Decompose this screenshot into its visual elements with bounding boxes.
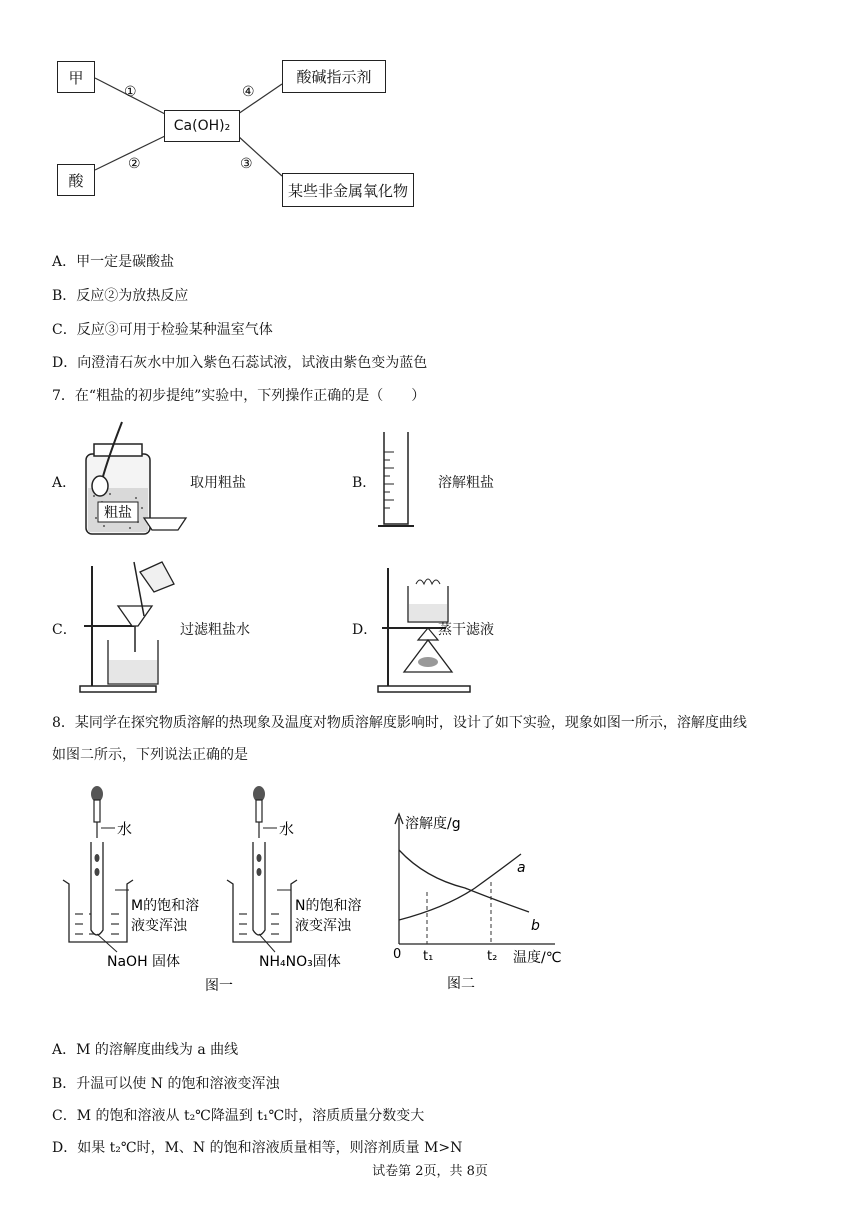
figure-two-solubility-chart: [385, 808, 585, 994]
curve-a-label: a: [517, 860, 526, 876]
q6-option-d: D．向澄清石灰水中加入紫色石蕊试液，试液由紫色变为蓝色: [52, 355, 428, 371]
t2-label: t₂: [487, 949, 498, 964]
salt-jar-icon: [78, 418, 190, 542]
m-label-1: M的饱和溶: [131, 898, 200, 914]
n-label-2: 液变浑浊: [295, 918, 351, 934]
curve-b-label: b: [531, 918, 540, 934]
solid-label-1: NaOH 固体: [107, 954, 181, 970]
solid-label-2: NH₄NO₃固体: [259, 954, 341, 970]
q6-option-b: B．反应②为放热反应: [52, 288, 189, 304]
q7-a-caption: 取用粗盐: [190, 475, 246, 491]
jar-label: 粗盐: [104, 505, 132, 521]
label-4: ④: [242, 84, 255, 100]
curve-b: [399, 850, 529, 912]
q6-option-c: C．反应③可用于检验某种温室气体: [52, 322, 273, 338]
q7-d-letter: D．: [352, 622, 378, 638]
m-label-2: 液变浑浊: [131, 918, 187, 934]
y-axis-label: 溶解度/g: [405, 816, 461, 832]
q6-option-a: A．甲一定是碳酸盐: [52, 254, 175, 270]
graduated-cylinder-icon: [372, 428, 420, 532]
box-caoh2-text: Ca(OH)₂: [173, 118, 231, 134]
q7-b-letter: B．: [352, 475, 377, 491]
q8-stem-line-1: 8．某同学在探究物质溶解的热现象及温度对物质溶解度影响时，设计了如下实验，现象如图一所示，溶解度曲线: [52, 715, 747, 731]
water-label-2: 水: [279, 820, 295, 838]
label-3: ③: [240, 156, 253, 172]
q7-a-letter: A．: [52, 475, 77, 491]
q8-option-c: C．M 的饱和溶液从 t₂℃降温到 t₁℃时，溶质质量分数变大: [52, 1108, 425, 1124]
x-axis-label: 温度/℃: [513, 950, 562, 966]
box-indicator: [282, 60, 386, 93]
q8-option-a: A．M 的溶解度曲线为 a 曲线: [52, 1042, 239, 1058]
beaker-setup-n: [227, 786, 361, 970]
q7-c-caption: 过滤粗盐水: [180, 622, 250, 638]
box-jia: [57, 61, 95, 93]
water-label-1: 水: [117, 820, 133, 838]
label-1: ①: [124, 84, 137, 100]
figure-one-caption: 图一: [205, 978, 233, 994]
q8-stem-line-2: 如图二所示，下列说法正确的是: [52, 747, 248, 763]
q8-option-d: D．如果 t₂℃时，M、N 的饱和溶液质量相等，则溶剂质量 M>N: [52, 1140, 463, 1156]
origin-label: 0: [393, 947, 402, 962]
beaker-setup-m: [63, 786, 199, 970]
box-nonmetal-oxide-text: 某些非金属氧化物: [287, 181, 408, 200]
box-acid-text: 酸: [68, 171, 84, 190]
filtration-setup-icon: [78, 560, 178, 695]
box-acid: [57, 164, 95, 196]
t1-label: t₁: [423, 949, 434, 964]
q7-stem: 7．在“粗盐的初步提纯”实验中，下列操作正确的是（ ）: [52, 388, 426, 404]
n-label-1: N的饱和溶: [295, 898, 362, 914]
figure-one: [55, 780, 395, 1000]
box-jia-text: 甲: [68, 68, 84, 87]
box-caoh2: [164, 110, 240, 142]
q7-d-caption: 蒸干滤液: [438, 622, 494, 638]
q7-b-caption: 溶解粗盐: [438, 475, 494, 491]
box-indicator-text: 酸碱指示剂: [296, 68, 372, 86]
figure-two-caption: 图二: [447, 976, 475, 992]
page-footer: 试卷第 2页，共 8页: [372, 1164, 488, 1179]
box-nonmetal-oxide: [282, 173, 414, 207]
q8-option-b: B．升温可以使 N 的饱和溶液变浑浊: [52, 1076, 280, 1092]
q7-c-letter: C．: [52, 622, 77, 638]
label-2: ②: [128, 156, 141, 172]
